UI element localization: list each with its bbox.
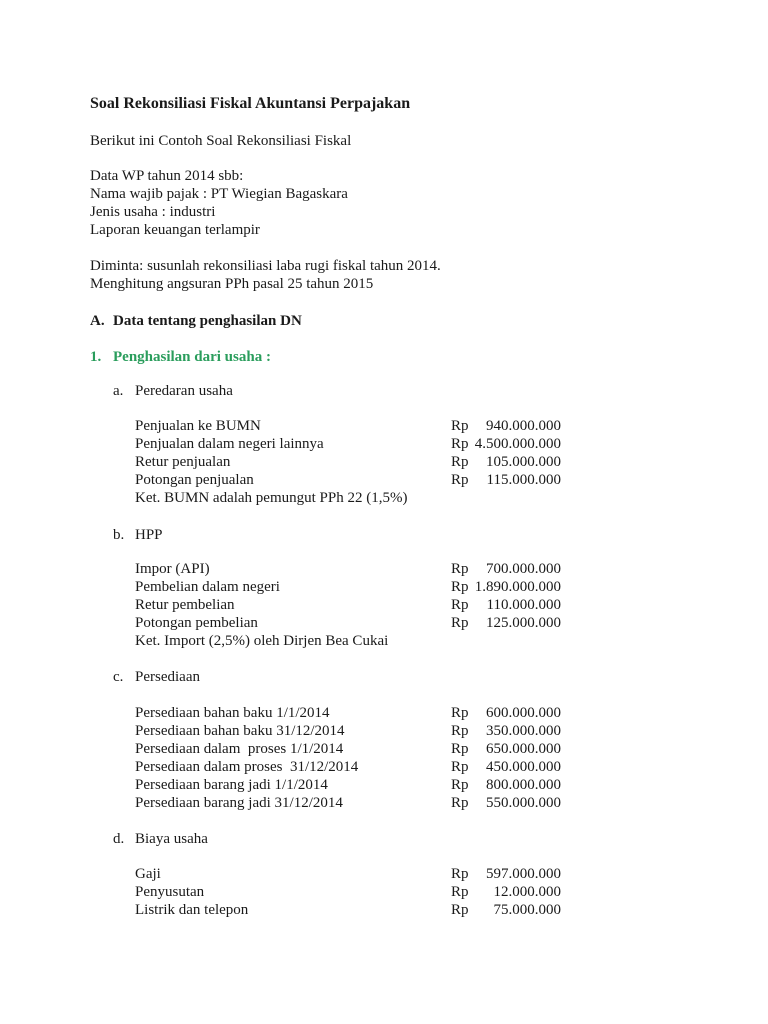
currency-label: Rp (451, 454, 469, 470)
item-amount: 1.890.000.000 (474, 579, 561, 595)
item-amount: 940.000.000 (486, 418, 561, 434)
subsection-heading: HPP (135, 527, 163, 543)
item-amount: 550.000.000 (486, 795, 561, 811)
item-amount: 650.000.000 (486, 741, 561, 757)
item-amount: 75.000.000 (493, 902, 561, 918)
item-amount: 597.000.000 (486, 866, 561, 882)
item-amount: 105.000.000 (486, 454, 561, 470)
intro-text: Berikut ini Contoh Soal Rekonsiliasi Fiskal (90, 133, 352, 149)
item-label: Listrik dan telepon (135, 902, 249, 918)
item-label: Penyusutan (135, 884, 205, 900)
wp-info-line: Nama wajib pajak : PT Wiegian Bagaskara (90, 186, 348, 202)
document-title: Soal Rekonsiliasi Fiskal Akuntansi Perpajakan (90, 95, 411, 112)
item-amount: 125.000.000 (486, 615, 561, 631)
item-label: Persediaan bahan baku 1/1/2014 (135, 705, 330, 721)
currency-label: Rp (451, 723, 469, 739)
subsection-heading: Biaya usaha (135, 831, 208, 847)
item-label: Gaji (135, 866, 161, 882)
subsection-heading: Peredaran usaha (135, 383, 233, 399)
currency-label: Rp (451, 795, 469, 811)
section-1-heading: Penghasilan dari usaha : (113, 349, 271, 365)
item-label: Persediaan barang jadi 1/1/2014 (135, 777, 328, 793)
wp-info-line: Jenis usaha : industri (90, 204, 216, 220)
task-line: Menghitung angsuran PPh pasal 25 tahun 2015 (90, 276, 374, 292)
subsection-marker: a. (113, 383, 124, 399)
subsection-heading: Persediaan (135, 669, 200, 685)
subsection-marker: b. (113, 527, 125, 543)
wp-info-line: Laporan keuangan terlampir (90, 222, 260, 238)
currency-label: Rp (451, 884, 469, 900)
currency-label: Rp (451, 866, 469, 882)
item-label: Potongan pembelian (135, 615, 258, 631)
currency-label: Rp (451, 741, 469, 757)
currency-label: Rp (451, 436, 469, 452)
currency-label: Rp (451, 561, 469, 577)
currency-label: Rp (451, 902, 469, 918)
item-note: Ket. Import (2,5%) oleh Dirjen Bea Cukai (135, 633, 389, 649)
currency-label: Rp (451, 472, 469, 488)
currency-label: Rp (451, 615, 469, 631)
item-amount: 110.000.000 (486, 597, 561, 613)
item-label: Persediaan dalam proses 31/12/2014 (135, 759, 359, 775)
currency-label: Rp (451, 705, 469, 721)
item-amount: 450.000.000 (486, 759, 561, 775)
subsection-marker: c. (113, 669, 124, 685)
wp-info-line: Data WP tahun 2014 sbb: (90, 168, 244, 184)
item-label: Retur penjualan (135, 454, 231, 470)
section-1-marker: 1. (90, 349, 102, 365)
item-label: Persediaan bahan baku 31/12/2014 (135, 723, 345, 739)
item-amount: 115.000.000 (486, 472, 561, 488)
item-label: Pembelian dalam negeri (135, 579, 280, 595)
item-label: Penjualan dalam negeri lainnya (135, 436, 324, 452)
currency-label: Rp (451, 777, 469, 793)
item-amount: 700.000.000 (486, 561, 561, 577)
section-a-marker: A. (90, 313, 105, 329)
task-line: Diminta: susunlah rekonsiliasi laba rugi fiskal tahun 2014. (90, 258, 441, 274)
section-a-heading: Data tentang penghasilan DN (113, 313, 302, 329)
currency-label: Rp (451, 579, 469, 595)
item-label: Penjualan ke BUMN (135, 418, 261, 434)
item-amount: 600.000.000 (486, 705, 561, 721)
currency-label: Rp (451, 597, 469, 613)
item-amount: 4.500.000.000 (474, 436, 561, 452)
item-amount: 350.000.000 (486, 723, 561, 739)
item-label: Potongan penjualan (135, 472, 254, 488)
item-label: Persediaan dalam proses 1/1/2014 (135, 741, 344, 757)
item-note: Ket. BUMN adalah pemungut PPh 22 (1,5%) (135, 490, 408, 506)
subsection-marker: d. (113, 831, 125, 847)
item-amount: 12.000.000 (493, 884, 561, 900)
item-amount: 800.000.000 (486, 777, 561, 793)
currency-label: Rp (451, 418, 469, 434)
item-label: Retur pembelian (135, 597, 235, 613)
item-label: Impor (API) (135, 561, 210, 577)
currency-label: Rp (451, 759, 469, 775)
item-label: Persediaan barang jadi 31/12/2014 (135, 795, 343, 811)
